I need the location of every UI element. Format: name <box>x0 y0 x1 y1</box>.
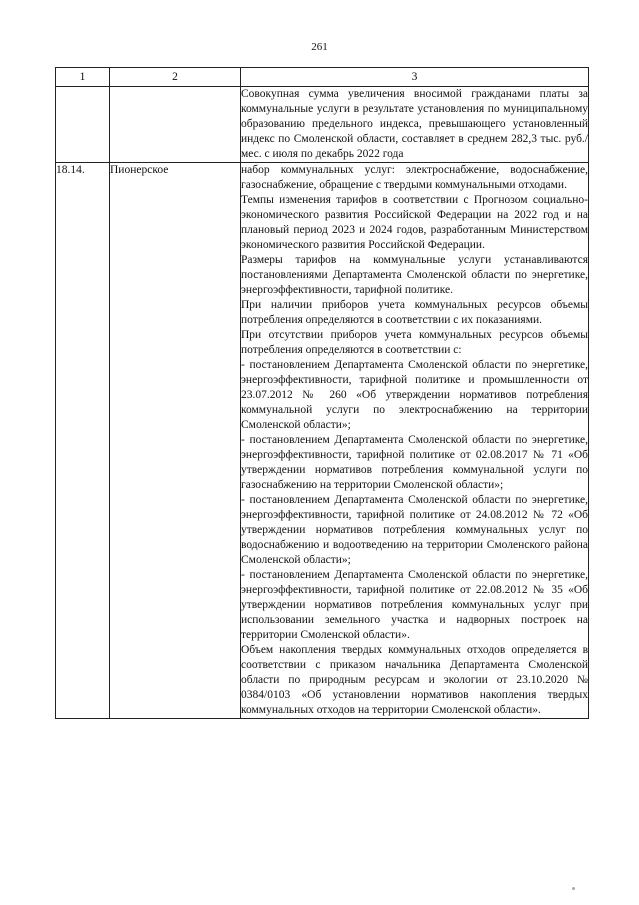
paragraph: Объем накопления твердых коммунальных отходов определяется в соответствии с приказом начальника Департамента Смоленской области по природным ресурсам и экологии от 23.10.2020 № 0384/0103 «Об установлении нормативов накопления твердых коммунальных отходов на территории Смоленской области». <box>241 644 588 716</box>
table-row <box>56 163 589 719</box>
paragraph: При наличии приборов учета коммунальных ресурсов объемы потребления определяются в соответствии с их показаниями. <box>241 299 588 326</box>
page-number: 261 <box>311 41 328 53</box>
scan-speck <box>572 887 575 890</box>
paragraph: Темпы изменения тарифов в соответствии с Прогнозом социально-экономического развития Российской Федерации на 2022 год и на плановый период 2023 и 2024 годов, разработанным Министерством экономического развития Российской Федерации. <box>241 194 588 251</box>
paragraph: набор коммунальных услуг: электроснабжение, водоснабжение, газоснабжение, обращение с твердыми коммунальными отходами. <box>241 164 588 191</box>
table-row <box>56 87 589 163</box>
paragraph: При отсутствии приборов учета коммунальных ресурсов объемы потребления определяются в соответствии с: <box>241 329 588 356</box>
table-header-row <box>56 68 589 87</box>
column-header: 3 <box>241 68 589 87</box>
table-cell-description <box>241 87 589 163</box>
table-cell-description <box>241 163 589 719</box>
paragraph: - постановлением Департамента Смоленской области по энергетике, энергоэффективности, тарифной политике от 22.08.2012 № 35 «Об утверждении нормативов потребления коммунальных услуг при использовании земельного участка и надворных построек на территории Смоленской области». <box>241 569 588 641</box>
municipality-name: Пионерское <box>110 163 241 719</box>
paragraph: - постановлением Департамента Смоленской области по энергетике, энергоэффективности, тарифной политике от 24.08.2012 № 72 «Об утверждении нормативов потребления коммунальных услуг по водоснабжению и водоотведению на территории Смоленского района Смоленской области»; <box>241 494 588 566</box>
paragraph: - постановлением Департамента Смоленской области по энергетике, энергоэффективности, тарифной политике от 02.08.2017 № 71 «Об утверждении нормативов потребления коммунальной услуги по газоснабжению на территории Смоленской области»; <box>241 434 588 491</box>
table-cell-empty <box>56 87 110 163</box>
column-header: 1 <box>56 68 110 87</box>
paragraph: Совокупная сумма увеличения вносимой гражданами платы за коммунальные услуги в результате установления по муниципальному образованию предельного индекса, превышающего установленный индекс по Смоленской области, составляет в среднем 282,3 тыс. руб./мес. с июля по декабрь 2022 года <box>241 88 588 160</box>
row-number: 18.14. <box>56 163 110 719</box>
paragraph: Размеры тарифов на коммунальные услуги устанавливаются постановлениями Департамента Смоленской области по энергетике, энергоэффективности, тарифной политике. <box>241 254 588 296</box>
column-header: 2 <box>110 68 241 87</box>
tariff-table <box>55 67 589 719</box>
table-cell-empty <box>110 87 241 163</box>
paragraph: - постановлением Департамента Смоленской области по энергетике, энергоэффективности, тарифной политике и промышленности от 23.07.2012 № 260 «Об утверждении нормативов потребления коммунальной услуги по электроснабжению на территории Смоленской области»; <box>241 359 588 431</box>
